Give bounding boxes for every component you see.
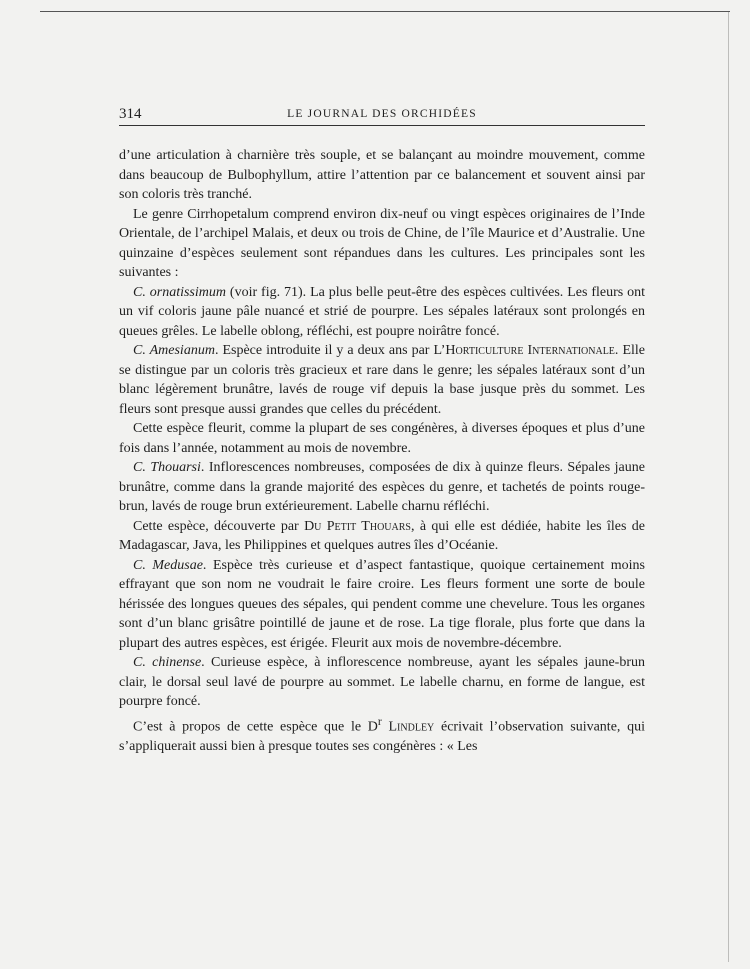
- paragraph-text: (voir fig. 71). La plus belle peut-être des espèces cultivées. Les fleurs ont un vif coloris jaune pâle nuancé et strié de pourpre. Les sépales latéraux sont prolongés en queues grêles. Le labelle oblong, réfléchi, est poupre noirâtre foncé.: [119, 284, 646, 339]
- running-header: [119, 105, 645, 126]
- paragraph-c-thouarsi: [119, 458, 645, 517]
- paragraph-text: Cette espèce, découverte par: [133, 518, 305, 534]
- small-caps-name: Du Petit Thouars: [304, 518, 411, 534]
- paragraph-text: . Elle se distingue par un coloris très gracieux et rare dans le genre; les sépales latéraux sont d’un blanc légèrement brunâtre, lavés de rouge vif depuis la base jusque près du sommet. Les fleurs sont presque aussi grandes que celles du précédent.: [119, 343, 645, 417]
- document-page: [119, 105, 645, 756]
- species-name: C. chinense: [133, 655, 202, 670]
- species-name: C. Thouarsi: [133, 460, 201, 475]
- page-number: 314: [119, 106, 142, 122]
- superscript: r: [377, 714, 382, 728]
- article-body: [119, 146, 645, 756]
- paragraph-text: . Espèce introduite il y a deux ans par: [214, 343, 434, 358]
- paragraph-text: d’une articulation à charnière très souple, et se balançant au moindre mouvement, comme dans beaucoup de Bulbophyllum, attire l’attention par ce balancement et souvent ainsi par son coloris très tranché.: [119, 148, 645, 202]
- paragraph-text: écrivait l’observation suivante, qui s’appliquerait aussi bien à presque toutes ses congénères : « Les: [119, 719, 645, 754]
- species-name: C. ornatissimum: [133, 284, 226, 300]
- paragraph-flowering: [119, 419, 645, 458]
- paragraph-c-medusae: [119, 556, 645, 654]
- paragraph-continuation: [119, 146, 645, 205]
- species-name: C. Amesianum: [133, 343, 215, 358]
- paragraph-text: . Inflorescences nombreuses, composées de dix à quinze fleurs. Sépales jaune brunâtre, comme dans la grande majorité des espèces du genre, et tachetés de points rouge-brun, lavés de rouge brun extérieurement. Labelle charnu réfléchi.: [119, 460, 645, 514]
- paragraph-text: Cette espèce fleurit, comme la plupart de ses congénères, à diverses époques et plus d’une fois dans l’année, notamment au mois de novembre.: [119, 421, 645, 456]
- small-caps-name: L’Horticulture Internationale: [433, 343, 615, 358]
- paragraph-genre-intro: [119, 205, 645, 283]
- paragraph-text: C’est à propos de cette espèce que le D: [133, 719, 378, 735]
- scan-right-edge: [728, 12, 729, 962]
- paragraph-c-ornatissimum: [119, 283, 645, 342]
- paragraph-text: . Espèce très curieuse et d’aspect fantastique, quoique certainement moins effrayant que son nom ne voudrait le faire croire. Les fleurs forment une sorte de boule hérissée des longues queues des sépales, qui pendent comme une chevelure. Tous les organes sont d’un blanc grisâtre pointillé de jaune et de rose. La tige florale, plus forte que dans la plupart des autres espèces, est érigée. Fleurit aux mois de novembre-décembre.: [119, 557, 645, 651]
- small-caps-name: Lindley: [381, 719, 435, 735]
- paragraph-c-chinense: [119, 653, 645, 712]
- paragraph-text: Le genre Cirrhopetalum comprend environ dix-neuf ou vingt espèces originaires de l’Inde Orientale, de l’archipel Malais, et deux ou trois de Chine, de l’île Maurice et d’Australie. Une quinzaine d’espèces seulement sont répandues dans les cultures. Les principales sont les suivantes :: [119, 206, 645, 280]
- scan-top-edge: [40, 11, 730, 12]
- paragraph-c-amesianum: [119, 341, 645, 419]
- paragraph-text: . Curieuse espèce, à inflorescence nombreuse, ayant les sépales jaune-brun clair, le dorsal seul lavé de pourpre au sommet. Le labelle charnu, en forme de langue, est pourpre foncé.: [119, 655, 645, 709]
- journal-title: LE JOURNAL DES ORCHIDÉES: [287, 108, 477, 120]
- species-name: C. Medusae: [133, 557, 203, 573]
- paragraph-lindley: [119, 712, 645, 757]
- paragraph-discovery: [119, 517, 645, 556]
- paragraph-text: , à qui elle est dédiée, habite les îles de Madagascar, Java, les Philippines et quelques autres îles d’Océanie.: [119, 518, 645, 553]
